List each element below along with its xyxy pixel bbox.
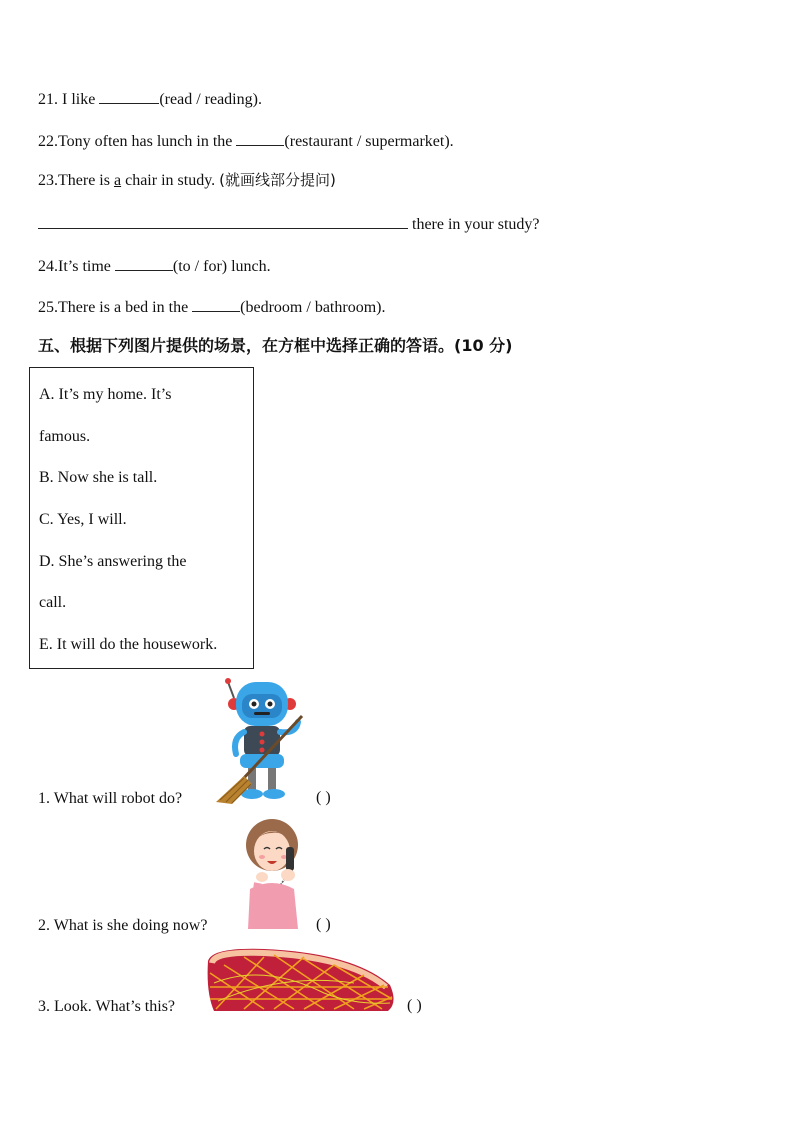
answer-parentheses[interactable]: ( ) bbox=[316, 916, 331, 933]
question-2: 2. What is she doing now? bbox=[38, 917, 208, 934]
question-text: (bedroom / bathroom). bbox=[240, 299, 386, 316]
question-3: 3. Look. What’s this? bbox=[38, 998, 176, 1015]
question-text: It’s time bbox=[58, 258, 111, 275]
question-number: 25. bbox=[38, 299, 58, 316]
question-text: Tony often has lunch in the bbox=[58, 133, 233, 150]
option-a-line1: A. It’s my home. It’s bbox=[39, 386, 172, 403]
answer-blank[interactable] bbox=[236, 129, 284, 146]
question-text: I like bbox=[62, 91, 96, 108]
options-box bbox=[29, 367, 254, 669]
question-number: 24. bbox=[38, 258, 58, 275]
question-22 bbox=[38, 129, 454, 152]
section-heading: 五、根据下列图片提供的场景，在方框中选择正确的答语。(10 分) bbox=[38, 336, 513, 355]
instruction-text: (就画线部分提问) bbox=[219, 171, 336, 189]
question-number: 22. bbox=[38, 133, 58, 150]
answer-parentheses[interactable]: ( ) bbox=[316, 789, 331, 806]
option-c: C. Yes, I will. bbox=[39, 511, 127, 528]
birds-nest-stadium-illustration bbox=[204, 943, 398, 1013]
option-d-line1: D. She’s answering the bbox=[39, 553, 187, 570]
option-a-line2: famous. bbox=[39, 428, 91, 445]
question-text: (to / for) lunch. bbox=[172, 258, 271, 275]
answer-blank[interactable] bbox=[38, 212, 408, 229]
question-23-answer-line bbox=[38, 212, 540, 235]
question-1: 1. What will robot do? bbox=[38, 790, 183, 807]
question-text: there in your study? bbox=[412, 216, 540, 233]
answer-blank[interactable] bbox=[99, 87, 159, 104]
question-text: chair in study. bbox=[125, 172, 216, 189]
answer-blank[interactable] bbox=[115, 254, 173, 271]
question-text: (read / reading). bbox=[159, 91, 262, 108]
question-text: There is bbox=[58, 172, 110, 189]
question-24 bbox=[38, 254, 271, 277]
question-text: There is a bed in the bbox=[58, 299, 189, 316]
question-21 bbox=[38, 87, 262, 110]
question-text: (restaurant / supermarket). bbox=[284, 133, 454, 150]
question-25 bbox=[38, 295, 385, 318]
answer-parentheses[interactable]: ( ) bbox=[407, 997, 422, 1014]
woman-on-phone-illustration bbox=[240, 817, 308, 929]
question-number: 21. bbox=[38, 91, 58, 108]
option-e: E. It will do the housework. bbox=[39, 636, 218, 653]
question-number: 23. bbox=[38, 172, 58, 189]
option-d-line2: call. bbox=[39, 594, 67, 611]
answer-blank[interactable] bbox=[192, 295, 240, 312]
question-23 bbox=[38, 170, 336, 191]
robot-sweeping-illustration bbox=[214, 676, 310, 806]
option-b: B. Now she is tall. bbox=[39, 469, 158, 486]
underlined-word: a bbox=[113, 172, 122, 189]
